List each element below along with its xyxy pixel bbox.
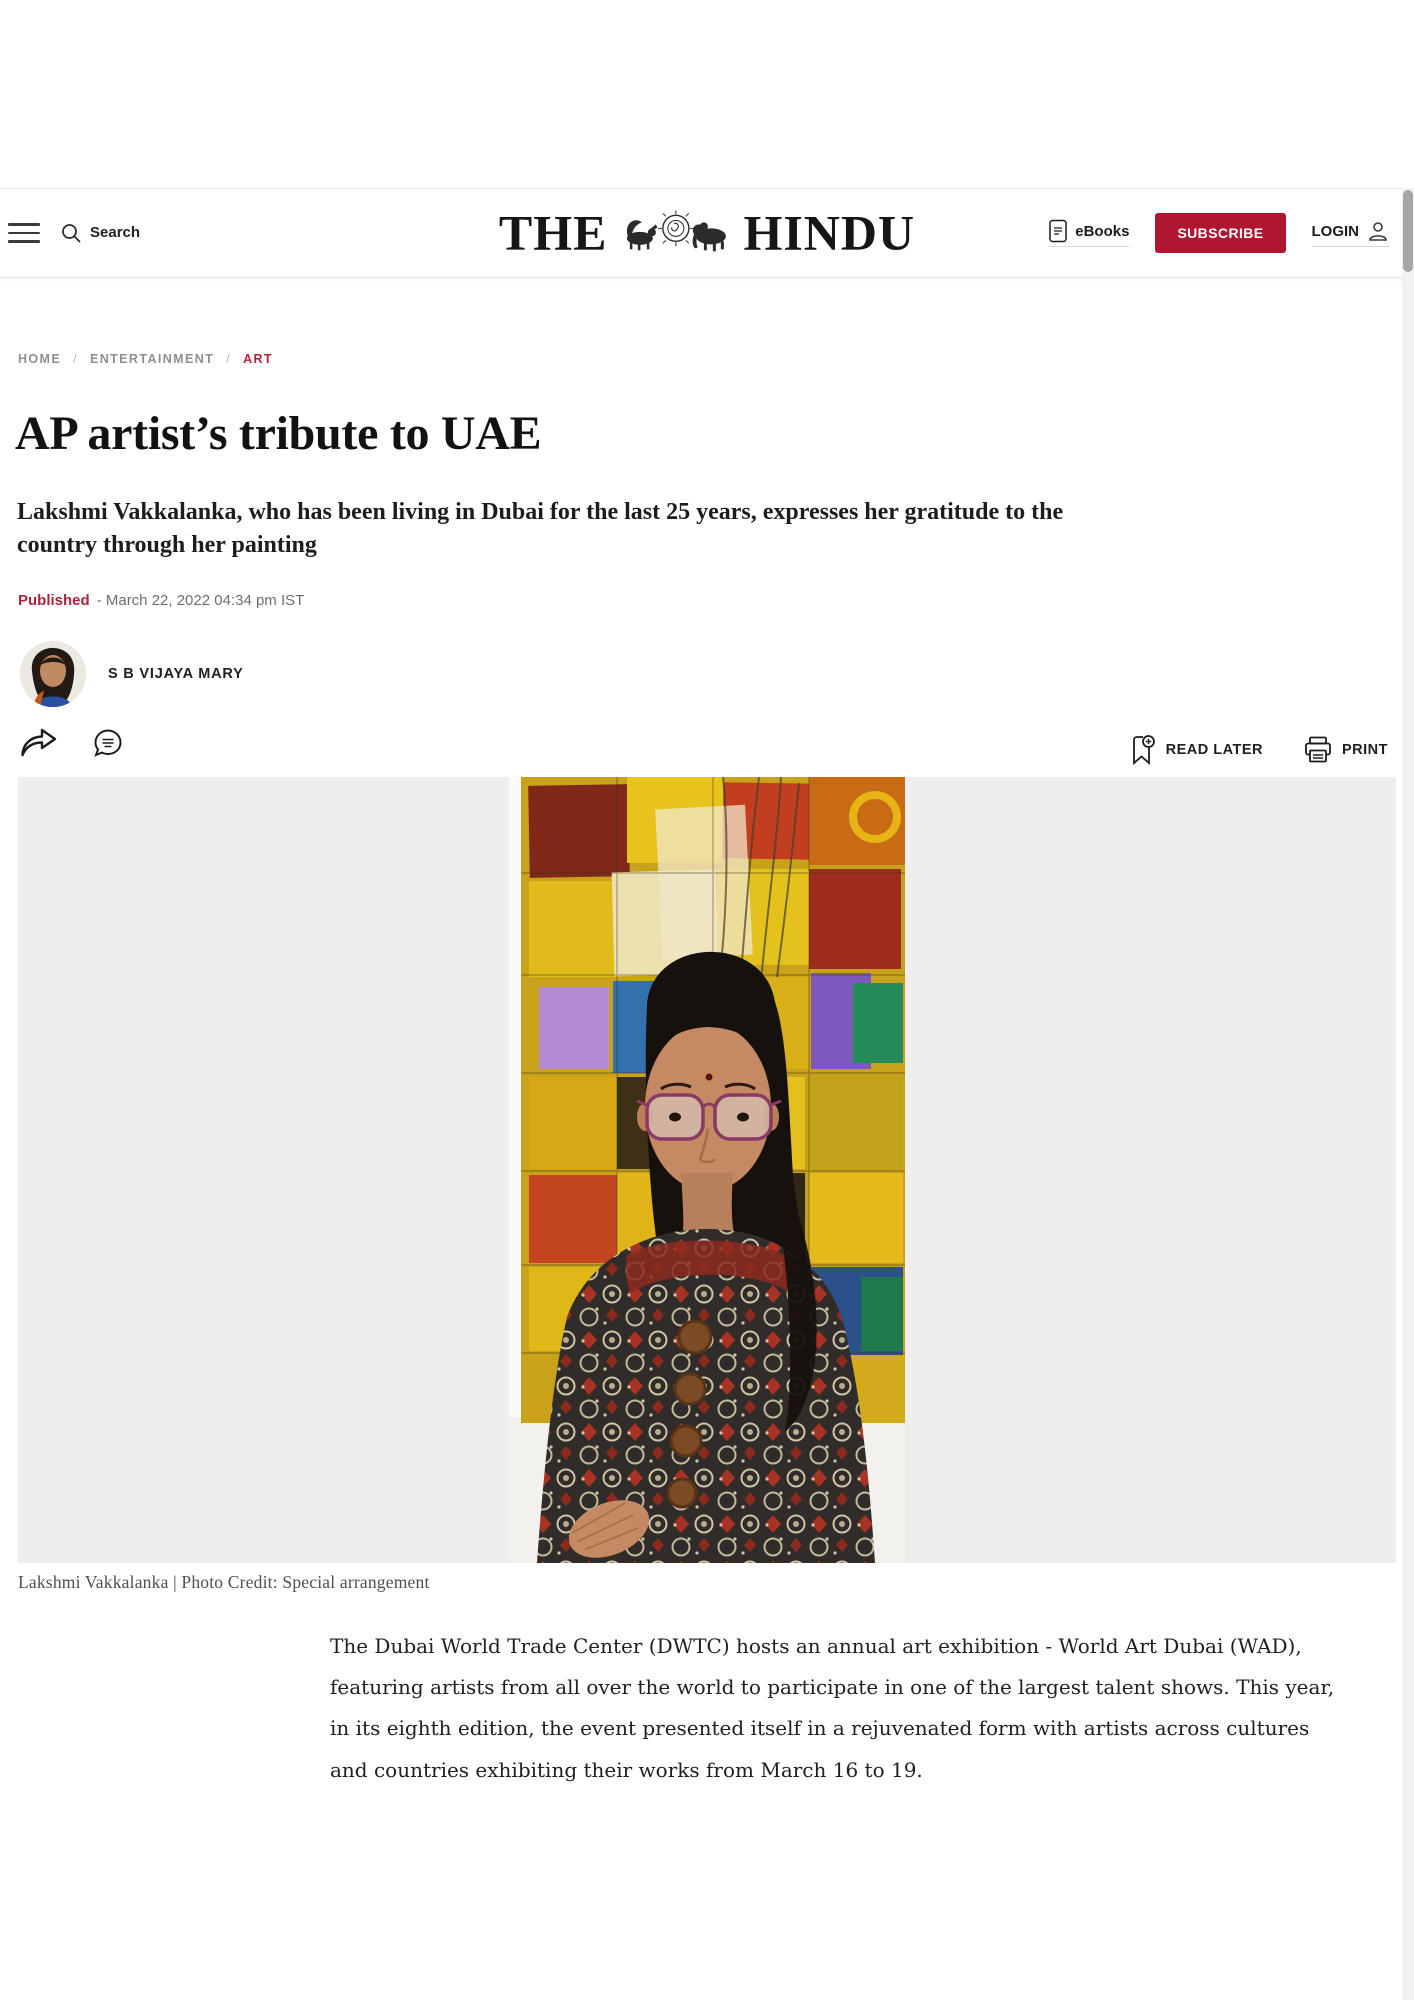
article-body-paragraph: The Dubai World Trade Center (DWTC) hosts an annual art exhibition - World Art Dubai (WAD), featuring artists from all over the world to participate in one of the largest talent shows. This year, in its eighth edition, the event presented itself in a rejuvenated form with artists across cultures and countries exhibiting their works from March 16 to 19. [330, 1634, 1335, 1782]
share-actions [18, 726, 124, 760]
breadcrumb-art[interactable]: ART [243, 352, 273, 366]
logo-word-hindu: HINDU [743, 203, 916, 260]
header-left-group [0, 217, 140, 248]
user-icon [1366, 219, 1390, 243]
ebooks-label: eBooks [1075, 222, 1130, 240]
article-photo [509, 777, 905, 1563]
article-tools [1129, 734, 1388, 766]
read-later-label: READ LATER [1165, 742, 1263, 758]
search-icon [60, 222, 82, 244]
article-figure [18, 777, 1396, 1563]
the-hindu-logo[interactable] [499, 202, 915, 261]
breadcrumb-home[interactable]: HOME [18, 352, 62, 366]
ebooks-tablet-icon [1048, 219, 1068, 243]
subscribe-button[interactable]: SUBSCRIBE [1155, 213, 1285, 253]
share-arrow-icon[interactable] [18, 726, 58, 760]
print-label: PRINT [1342, 742, 1388, 758]
published-label: Published [18, 592, 90, 609]
article-subtitle: Lakshmi Vakkalanka, who has been living in Dubai for the last 25 years, expresses her gratitude to the country through her painting [17, 499, 1064, 559]
ebooks-link[interactable] [1048, 219, 1129, 247]
header-right-group [1048, 213, 1390, 253]
search-button[interactable] [60, 222, 140, 244]
figure-caption: Lakshmi Vakkalanka | Photo Credit: Special arrangement [18, 1572, 430, 1592]
scrollbar-thumb[interactable] [1403, 190, 1413, 272]
breadcrumb-entertainment[interactable]: ENTERTAINMENT [89, 352, 215, 366]
scrollbar-track[interactable] [1402, 188, 1414, 2000]
site-header [0, 188, 1414, 278]
logo-word-the: THE [498, 203, 608, 260]
read-later-button[interactable] [1129, 734, 1263, 766]
author-name[interactable]: S B VIJAYA MARY [108, 666, 244, 682]
search-label: Search [90, 224, 141, 242]
printer-icon [1303, 735, 1333, 765]
breadcrumb-separator: / [73, 352, 78, 366]
author-row [20, 641, 244, 707]
hamburger-menu-icon[interactable] [8, 217, 40, 248]
hindu-crest-emblem-icon [617, 202, 733, 261]
bookmark-plus-icon [1129, 734, 1157, 766]
published-row [18, 592, 304, 609]
login-label: LOGIN [1311, 222, 1359, 240]
print-button[interactable] [1303, 735, 1388, 765]
author-avatar[interactable] [20, 641, 86, 707]
breadcrumb-separator: / [226, 352, 232, 366]
comment-bubble-icon[interactable] [92, 727, 124, 759]
article-title: AP artist’s tribute to UAE [15, 407, 542, 460]
login-link[interactable] [1312, 219, 1391, 247]
breadcrumb [18, 352, 273, 366]
published-date: - March 22, 2022 04:34 pm IST [96, 592, 305, 609]
